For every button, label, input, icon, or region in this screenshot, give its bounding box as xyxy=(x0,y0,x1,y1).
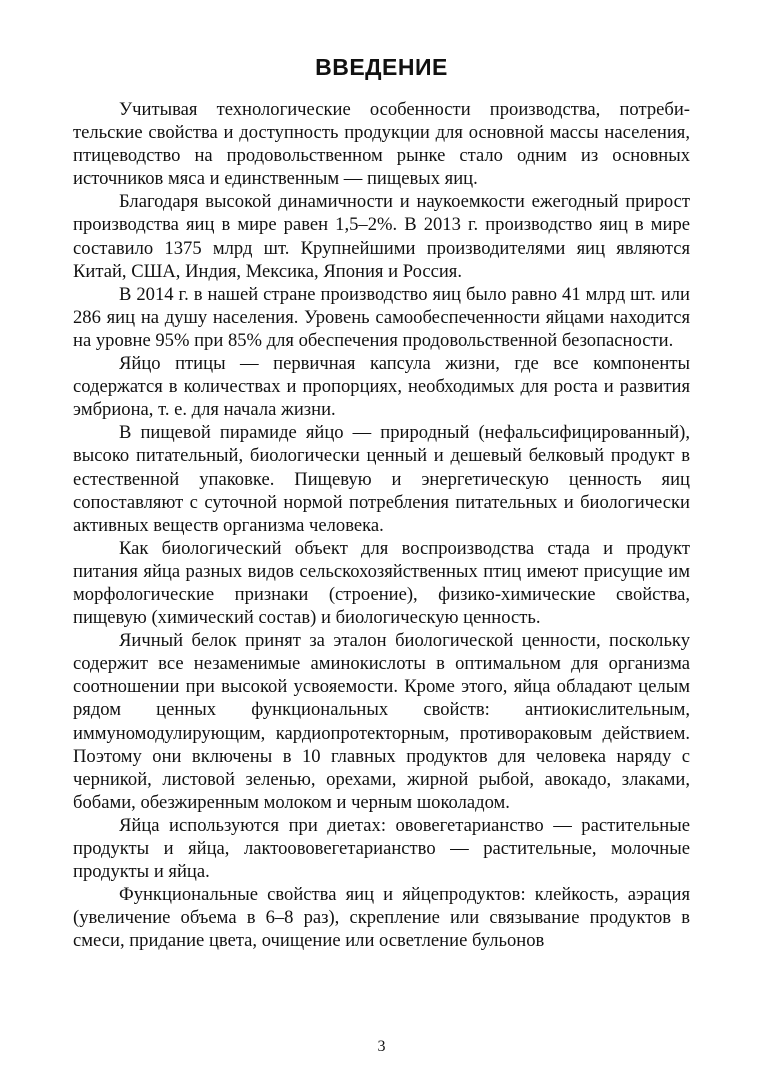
paragraph: Яйцо птицы — первичная капсула жизни, где все компоненты содержатся в количествах и пропорциях, необходимых для роста и развития эмбриона, т. е. для начала жизни. xyxy=(73,353,690,421)
document-page xyxy=(73,52,690,952)
paragraph: Яйца используются при диетах: ововегетарианство — растительные продукты и яйца, лактоововегетарианство — растительные, молочные продукты и яйца. xyxy=(73,814,690,883)
paragraph: Благодаря высокой динамичности и наукоемкости ежегодный прирост производства яиц в мире равен 1,5–2%. В 2013 г. производство яиц в мире составило 1375 млрд шт. Крупнейшими производителями яиц являются Китай, США, Индия, Мексика, Япония и Россия. xyxy=(73,191,690,282)
paragraph: Как биологический объект для воспроизводства стада и продукт питания яйца разных видов сельскохозяйственных птиц имеют присущие им морфологические признаки (строение), физико-химические свойства, пищевую (химический состав) и биологическую ценность. xyxy=(73,537,690,629)
body-text xyxy=(73,98,690,952)
paragraph: Учитывая технологические особенности производства, потребительские свойства и доступность продукции для основной массы населения, птицеводство на продовольственном рынке стало одним из основных источников мяса и единственным — пищевых яиц. xyxy=(73,99,690,190)
paragraph: Яичный белок принят за эталон биологической ценности, поскольку содержит все незаменимые аминокислоты в оптимальном для организма соотношении при высокой усвояемости. Кроме этого, яйца обладают целым рядом ценных функциональных свойств: антиокислительным, иммуномодулирующим, кардиопротекторным, противораковым действием. Поэтому они включены в 10 главных продуктов для человека наряду с черникой, листовой зеленью, орехами, жирной рыбой, авокадо, злаками, бобами, обезжиренным молоком и черным шоколадом. xyxy=(73,630,690,813)
paragraph: В 2014 г. в нашей стране производство яиц было равно 41 млрд шт. или 286 яиц на душу населения. Уровень самообеспеченности яйцами находится на уровне 95% при 85% для обеспечения продовольственной безопасности. xyxy=(73,283,690,351)
page-number: 3 xyxy=(377,1038,386,1055)
page-title: ВВЕДЕНИЕ xyxy=(315,54,448,80)
paragraph: В пищевой пирамиде яйцо — природный (нефальсифицированный), высоко питательный, биологически ценный и дешевый белковый продукт в естественной упаковке. Пищевую и энергетическую ценность яиц сопоставляют с суточной нормой потребления питательных и биологически активных веществ организма человека. xyxy=(73,422,690,536)
paragraph: Функциональные свойства яиц и яйцепродуктов: клейкость, аэрация (увеличение объема в 6–8 раз), скрепление или связывание продуктов в смеси, придание цвета, очищение или осветление бульонов xyxy=(73,884,690,952)
